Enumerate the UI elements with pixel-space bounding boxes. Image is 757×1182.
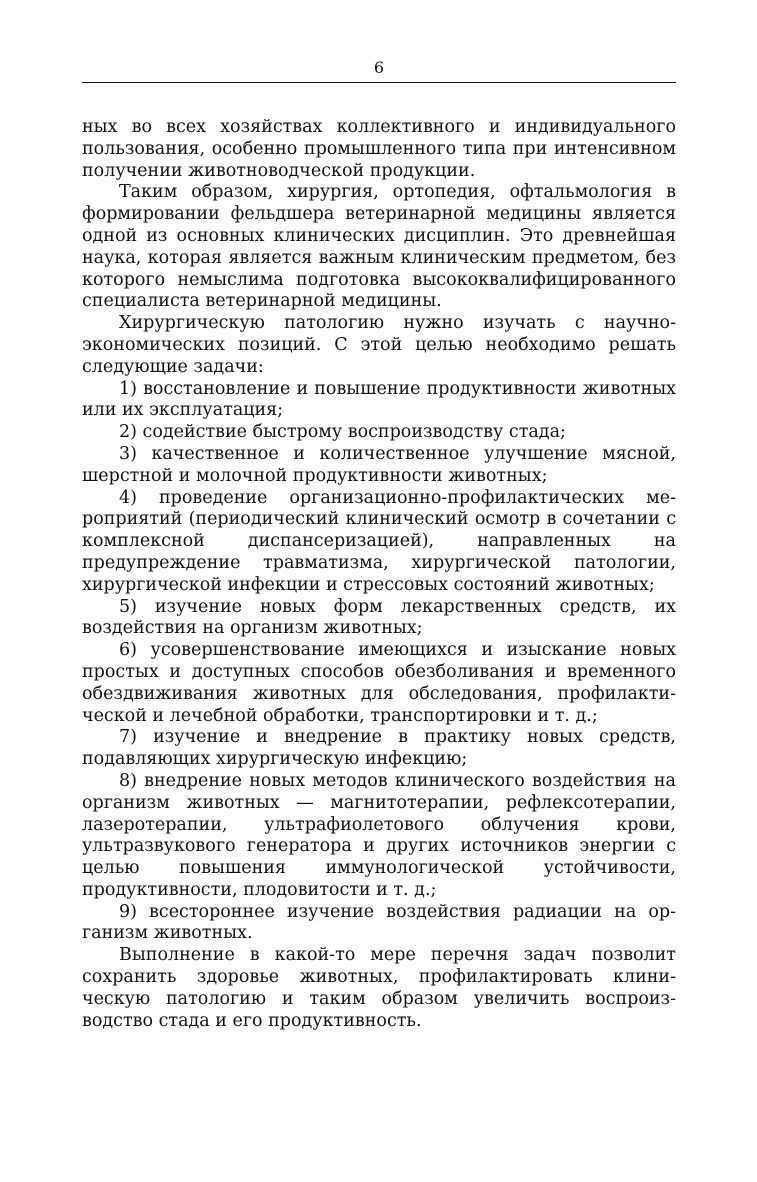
header-rule	[82, 82, 676, 83]
list-item: 2) содействие быстрому воспроизводству стада;	[119, 422, 566, 443]
list-item: 8) внедрение новых методов клинического воздействия на организм животных — магнитотерапии, рефлексотерапии, лазеротерапии, ультрафиолетового облучения крови, ультразвукового генератора и других источников энергии с целью повышения иммунологической устойчивости, продуктивности, плодовитости и т. д.;	[82, 770, 676, 900]
list-item: 1) восстановление и повышение продуктивности животных или их эксплуатация;	[82, 378, 676, 421]
list-item: 9) всестороннее изучение воздействия радиации на организм животных.	[82, 901, 676, 944]
list-item: 7) изучение и внедрение в практику новых средств, подавляющих хирургическую инфекцию;	[82, 727, 676, 770]
list-item: 3) качественное и количественное улучшение мясной, шерстной и молочной продуктивности животных;	[82, 443, 676, 486]
list-item: 4) проведение организационно-профилактических мероприятий (периодический клинический осмотр в сочетании с комплексной диспансеризацией), направленных на предупреждение травматизма, хирургической патологии, хирургической инфекции и стрессовых состояний животных;	[82, 487, 676, 595]
body-text	[82, 117, 676, 1032]
paragraph: Хирургическую патологию нужно изучать с научно-экономических позиций. С этой целью необходимо решать следующие задачи:	[82, 313, 676, 377]
paragraph: Выполнение в какой-то мере перечня задач позволит сохранить здоровье животных, профилактировать клиническую патологию и таким образом увеличить воспроизводство стада и его продуктивность.	[82, 945, 676, 1031]
page	[82, 58, 676, 1032]
paragraph: Таким образом, хирургия, ортопедия, офтальмология в формировании фельдшера ветеринарной медицины является одной из основных клинических дисциплин. Это древнейшая наука, которая является важным клиническим предметом, без которого немыслима подготовка высококвалифицированного специалиста ветеринарной медицины.	[82, 182, 676, 312]
list-item: 5) изучение новых форм лекарственных средств, их воздействия на организм животных;	[82, 596, 676, 639]
page-number: 6	[373, 58, 385, 77]
paragraph: ных во всех хозяйствах коллективного и индивидуального пользования, особенно промышленного типа при интенсивном получении животноводческой продукции.	[82, 117, 676, 181]
list-item: 6) усовершенствование имеющихся и изыскание новых простых и доступных способов обезболивания и временного обездвиживания животных для обследования, профилактической и лечебной обработки, транспортировки и т. д.;	[82, 640, 676, 726]
